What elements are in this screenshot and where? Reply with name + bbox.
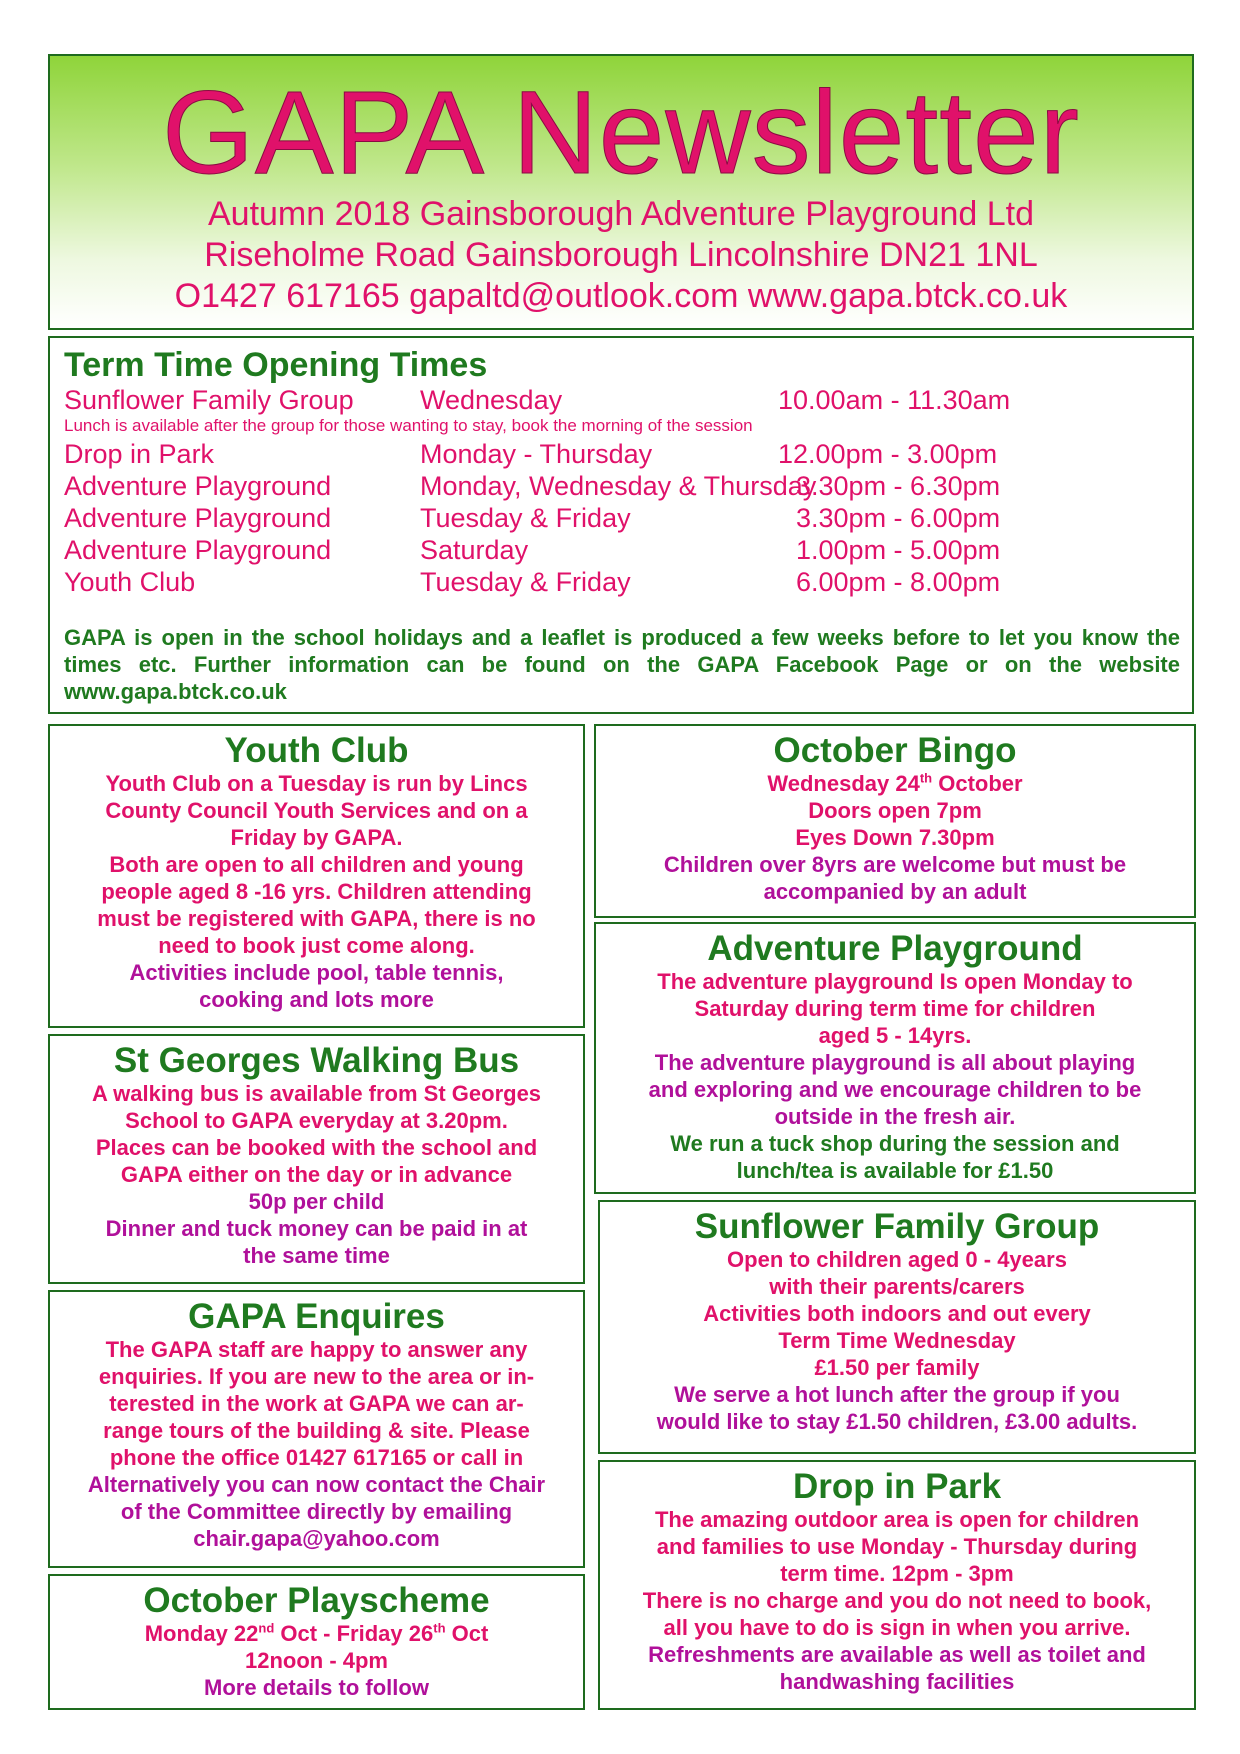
opening-times-title: Term Time Opening Times (64, 346, 488, 384)
youth-club-line: Both are open to all children and young (109, 852, 524, 877)
times-row (58, 534, 1184, 566)
enquires-box (48, 1290, 585, 1568)
enquires-line: range tours of the building & site. Please (103, 1418, 530, 1443)
youth-club-line: need to book just come along. (158, 933, 475, 958)
playscheme-dates: Monday 22nd Oct - Friday 26th Oct (144, 1620, 489, 1646)
playscheme-title: October Playscheme (143, 1581, 490, 1620)
bingo-line: Children over 8yrs are welcome but must be (663, 852, 1127, 877)
youth-club-line: Friday by GAPA. (230, 825, 403, 850)
enquires-line: The GAPA staff are happy to answer any (105, 1337, 528, 1362)
bingo-doors: Doors open 7pm (808, 798, 982, 823)
drop-in-park-box (598, 1460, 1196, 1710)
times-row (58, 470, 1184, 502)
sunflower-line: Open to children aged 0 - 4years (727, 1247, 1067, 1272)
youth-club-line: Activities include pool, table tennis, (129, 960, 504, 985)
walking-bus-line: Dinner and tuck money can be paid in at (105, 1216, 528, 1241)
times-row (58, 566, 1184, 598)
sunflower-group-box (598, 1200, 1196, 1454)
adventure-line: We run a tuck shop during the session and (670, 1131, 1120, 1156)
walking-bus-title: St Georges Walking Bus (113, 1041, 520, 1080)
chair-email: chair.gapa@yahoo.com (193, 1526, 440, 1551)
header-edition-line: Autumn 2018 Gainsborough Adventure Playground Ltd (207, 195, 1035, 233)
walking-bus-line: School to GAPA everyday at 3.20pm. (125, 1108, 508, 1133)
enquires-line: of the Committee directly by emailing (120, 1499, 513, 1524)
newsletter-header (48, 54, 1194, 330)
times-row-days: Monday, Wednesday & Thursday (420, 471, 817, 501)
sunflower-line: £1.50 per family (814, 1355, 980, 1380)
times-row-name: Adventure Playground (64, 471, 332, 501)
walking-bus-line: Places can be booked with the school and (95, 1135, 538, 1160)
enquires-line: phone the office 01427 617165 or call in (109, 1445, 524, 1470)
adventure-line: Saturday during term time for children (694, 996, 1096, 1021)
youth-club-line: cooking and lots more (199, 987, 434, 1012)
youth-club-line: people aged 8 -16 yrs. Children attending (101, 879, 532, 904)
sunflower-line: would like to stay £1.50 children, £3.00 adults. (656, 1409, 1138, 1434)
youth-club-line: County Council Youth Services and on a (105, 798, 528, 823)
times-row-name: Sunflower Family Group (64, 385, 354, 415)
times-lunch-note: Lunch is available after the group for those wanting to stay, book the morning of the session (64, 416, 753, 435)
adventure-line: The adventure playground is all about playing (654, 1050, 1136, 1075)
playscheme-time: 12noon - 4pm (244, 1648, 388, 1673)
newsletter-title: GAPA Newsletter (162, 67, 1080, 199)
adventure-line: aged 5 - 14yrs. (818, 1023, 972, 1048)
opening-times-section (48, 336, 1194, 714)
times-row-time: 3.30pm - 6.00pm (796, 503, 1001, 533)
bingo-box (594, 724, 1196, 918)
times-row-name: Drop in Park (64, 439, 215, 469)
times-row-time: 10.00am - 11.30am (778, 385, 1011, 415)
times-row-name: Adventure Playground (64, 535, 332, 565)
youth-club-title: Youth Club (224, 731, 409, 770)
walking-bus-box (48, 1034, 585, 1284)
enquires-title: GAPA Enquires (188, 1297, 445, 1336)
sunflower-line: with their parents/carers (769, 1274, 1025, 1299)
times-row-time: 12.00pm - 3.00pm (778, 439, 998, 469)
drop-in-park-line: Refreshments are available as well as toilet and (648, 1642, 1146, 1667)
times-row-days: Saturday (420, 535, 529, 565)
bingo-date: Wednesday 24th October (767, 770, 1023, 796)
drop-in-park-line: term time. 12pm - 3pm (780, 1561, 1014, 1586)
sunflower-line: We serve a hot lunch after the group if you (674, 1382, 1120, 1407)
school-holidays-paragraph: GAPA is open in the school holidays and a leaflet is produced a few weeks before to let you know the times etc. Further information can be found on the GAPA Facebook Page or on the website www.gapa.btck.co.uk (64, 625, 1180, 704)
bingo-eyes-down: Eyes Down 7.30pm (795, 825, 995, 850)
times-row (58, 502, 1184, 534)
header-address-line: Riseholme Road Gainsborough Lincolnshire DN21 1NL (204, 236, 1038, 274)
bingo-title: October Bingo (773, 731, 1017, 770)
times-row-time: 6.00pm - 8.00pm (796, 567, 1001, 597)
times-row-time: 3.30pm - 6.30pm (796, 471, 1001, 501)
youth-club-line: must be registered with GAPA, there is no (97, 906, 536, 931)
adventure-playground-box (594, 922, 1196, 1194)
sunflower-line: Activities both indoors and out every (703, 1301, 1091, 1326)
enquires-line: enquiries. If you are new to the area or in- (98, 1364, 535, 1389)
times-row-name: Youth Club (64, 567, 196, 597)
enquires-line: terested in the work at GAPA we can ar- (109, 1391, 524, 1416)
walking-bus-line: the same time (243, 1243, 390, 1268)
times-row-time: 1.00pm - 5.00pm (796, 535, 1001, 565)
drop-in-park-line: and families to use Monday - Thursday during (656, 1534, 1138, 1559)
times-row-days: Tuesday & Friday (420, 567, 631, 597)
adventure-line: outside in the fresh air. (774, 1104, 1016, 1129)
walking-bus-line: 50p per child (248, 1189, 385, 1214)
drop-in-park-line: all you have to do is sign in when you arrive. (663, 1615, 1131, 1640)
drop-in-park-title: Drop in Park (792, 1467, 1002, 1506)
adventure-playground-title: Adventure Playground (707, 929, 1083, 968)
times-row-days: Monday - Thursday (420, 439, 653, 469)
header-contact-line: O1427 617165 gapaltd@outlook.com www.gapa.btck.co.uk (174, 277, 1068, 315)
sunflower-group-title: Sunflower Family Group (694, 1207, 1100, 1246)
youth-club-box (48, 724, 585, 1028)
drop-in-park-line: There is no charge and you do not need to book, (642, 1588, 1152, 1613)
enquires-line: Alternatively you can now contact the Chair (87, 1472, 546, 1497)
times-row-days: Tuesday & Friday (420, 503, 631, 533)
adventure-line: The adventure playground Is open Monday to (657, 969, 1133, 994)
times-row-days: Wednesday (420, 385, 563, 415)
drop-in-park-line: The amazing outdoor area is open for children (654, 1507, 1140, 1532)
walking-bus-line: GAPA either on the day or in advance (120, 1162, 513, 1187)
sunflower-line: Term Time Wednesday (778, 1328, 1016, 1353)
playscheme-more: More details to follow (204, 1675, 429, 1700)
times-row (58, 384, 1184, 416)
times-row-name: Adventure Playground (64, 503, 332, 533)
times-row (58, 438, 1184, 470)
playscheme-box (48, 1574, 585, 1710)
youth-club-line: Youth Club on a Tuesday is run by Lincs (105, 771, 528, 796)
bingo-line: accompanied by an adult (763, 879, 1027, 904)
walking-bus-line: A walking bus is available from St Georges (91, 1081, 542, 1106)
adventure-line: lunch/tea is available for £1.50 (736, 1158, 1054, 1183)
drop-in-park-line: handwashing facilities (779, 1669, 1015, 1694)
adventure-line: and exploring and we encourage children to be (648, 1077, 1142, 1102)
